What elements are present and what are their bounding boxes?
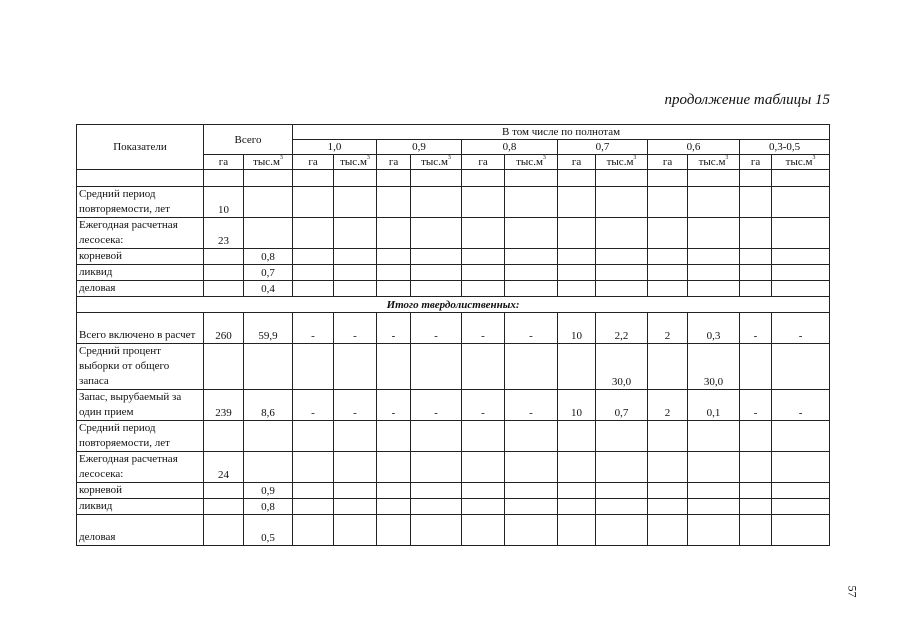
table-cell [334,170,377,187]
row-label: ликвид [77,265,204,281]
table-cell [293,249,334,265]
table-cell [334,499,377,515]
table-cell [688,499,740,515]
table-cell: 30,0 [596,344,648,390]
table-cell: - [462,390,505,421]
table-cell: 0,5 [244,515,293,546]
table-cell [204,265,244,281]
row-label: Ежегодная расчетная лесосека: [77,452,204,483]
table-cell [596,452,648,483]
page-number: 57 [845,585,860,598]
table-cell [505,249,558,265]
table-cell [596,249,648,265]
table-cell [244,452,293,483]
header-density: 1,0 [293,140,377,155]
table-row [77,515,830,546]
header-unit-volume [411,155,462,170]
table-cell [334,218,377,249]
table-cell: - [334,390,377,421]
table-cell [334,281,377,297]
table-cell [411,483,462,499]
table-cell [411,249,462,265]
table-cell: - [462,313,505,344]
table-cell [377,281,411,297]
table-cell: - [505,390,558,421]
table-cell [293,483,334,499]
table-cell [558,281,596,297]
table-row [77,344,830,390]
table-cell [411,499,462,515]
unit-volume-label: тыс.м [340,156,367,168]
table-cell [293,170,334,187]
table-row [77,218,830,249]
header-density: 0,7 [558,140,648,155]
table-cell [505,187,558,218]
unit-volume-label: тыс.м [516,156,543,168]
table-cell [244,187,293,218]
table-cell [558,265,596,281]
table-cell [293,515,334,546]
table-cell: - [334,313,377,344]
table-cell: 30,0 [688,344,740,390]
table-cell: 260 [204,313,244,344]
table-cell [505,452,558,483]
header-unit-volume [505,155,558,170]
table-cell [740,421,772,452]
header-unit-volume [688,155,740,170]
table-cell [772,265,830,281]
table-row [77,249,830,265]
table-cell: 2 [648,390,688,421]
table-row [77,483,830,499]
table-row [77,281,830,297]
table-cell: - [505,313,558,344]
table-cell [204,515,244,546]
row-label: Запас, вырубаемый за один прием [77,390,204,421]
table-cell [505,499,558,515]
header-total: Всего [204,125,293,155]
table-cell [462,344,505,390]
table-cell [411,421,462,452]
unit-volume-label: тыс.м [698,156,726,168]
table-cell [377,515,411,546]
table-cell: - [740,313,772,344]
table-cell [244,421,293,452]
table-row [77,265,830,281]
table-cell: 10 [558,313,596,344]
table-cell [648,265,688,281]
table-cell [505,421,558,452]
header-density: 0,9 [377,140,462,155]
row-label: Средний период повторяемости, лет [77,421,204,452]
table-cell [204,249,244,265]
unit-volume-exponent: 3 [725,155,729,161]
table-cell [772,187,830,218]
table-cell [558,421,596,452]
table-cell [740,281,772,297]
table-cell [558,483,596,499]
table-cell [688,483,740,499]
table-cell: 23 [204,218,244,249]
table-row [77,170,830,187]
table-row [77,313,830,344]
table-cell: - [293,390,334,421]
table-cell [648,483,688,499]
table-cell: 10 [204,187,244,218]
table-cell [688,249,740,265]
table-cell [648,499,688,515]
table-cell [462,265,505,281]
table-cell [411,515,462,546]
table-cell [411,187,462,218]
table-cell: 2 [648,313,688,344]
header-density: 0,3-0,5 [740,140,830,155]
unit-volume-label: тыс.м [421,156,448,168]
table-cell [244,344,293,390]
table-cell [596,483,648,499]
table-cell [462,515,505,546]
table-row [77,421,830,452]
table-cell [293,452,334,483]
table-cell [377,344,411,390]
table-cell [558,344,596,390]
table-cell [596,499,648,515]
table-cell [596,515,648,546]
table-cell [204,344,244,390]
table-cell [596,218,648,249]
table-cell [772,344,830,390]
table-cell [334,265,377,281]
table-row [77,499,830,515]
table-cell: 10 [558,390,596,421]
table-cell [596,265,648,281]
table-cell [377,483,411,499]
table-cell [204,499,244,515]
unit-volume-exponent: 3 [279,155,283,161]
unit-volume-label: тыс.м [253,156,280,168]
table-cell [648,249,688,265]
table-cell [462,170,505,187]
table-cell [505,281,558,297]
table-cell [740,515,772,546]
table-cell: 0,7 [244,265,293,281]
header-unit-volume [334,155,377,170]
table-cell [505,170,558,187]
table-cell: - [740,390,772,421]
table-cell [740,170,772,187]
header-unit-ha: га [648,155,688,170]
table-cell [772,499,830,515]
table-cell [377,499,411,515]
unit-volume-label: тыс.м [785,156,813,168]
table-cell [411,218,462,249]
table-cell [596,170,648,187]
table-row [77,297,830,313]
table-cell: 2,2 [596,313,648,344]
table-cell [334,515,377,546]
table-cell [688,452,740,483]
table-cell [596,421,648,452]
table-cell [648,218,688,249]
table-cell [558,249,596,265]
table-cell [688,170,740,187]
table-cell [411,265,462,281]
table-cell [334,249,377,265]
table-row [77,452,830,483]
table-cell [740,265,772,281]
header-unit-volume [772,155,830,170]
table-cell [204,170,244,187]
row-label: деловая [77,515,204,546]
table-cell [244,170,293,187]
row-label [77,170,204,187]
table-cell [740,452,772,483]
table-cell: 0,9 [244,483,293,499]
header-unit-volume [244,155,293,170]
table-cell: 239 [204,390,244,421]
row-label: деловая [77,281,204,297]
header-density: 0,8 [462,140,558,155]
table-cell [293,265,334,281]
table-cell: 0,3 [688,313,740,344]
row-label: Средний процент выборки от общего запаса [77,344,204,390]
table-cell [505,515,558,546]
table-cell [462,499,505,515]
table-row [77,390,830,421]
table-cell: 0,8 [244,499,293,515]
table-cell [411,344,462,390]
unit-volume-exponent: 3 [542,155,546,161]
table-cell [688,421,740,452]
header-density: 0,6 [648,140,740,155]
header-unit-ha: га [740,155,772,170]
table-cell [648,187,688,218]
table-cell [244,218,293,249]
table-cell: 24 [204,452,244,483]
table-cell [293,344,334,390]
table-cell [462,218,505,249]
table-cell: - [377,313,411,344]
table-cell [334,187,377,218]
table-cell [688,515,740,546]
table-cell [377,170,411,187]
table-cell [377,421,411,452]
table-cell [293,499,334,515]
table-cell [558,499,596,515]
table-cell [648,452,688,483]
table-cell: 0,7 [596,390,648,421]
table-cell: - [377,390,411,421]
table-cell [204,421,244,452]
table-cell: - [411,313,462,344]
row-label: Всего включено в расчет [77,313,204,344]
table-cell [596,281,648,297]
table-cell [505,344,558,390]
table-row [77,187,830,218]
table-cell: 0,8 [244,249,293,265]
row-label: корневой [77,249,204,265]
table-cell [505,483,558,499]
table-cell [334,421,377,452]
table-cell [648,515,688,546]
unit-volume-exponent: 3 [366,155,370,161]
unit-volume-exponent: 3 [447,155,451,161]
table-cell [204,281,244,297]
table-cell [772,249,830,265]
row-label: ликвид [77,499,204,515]
table-cell [377,249,411,265]
table-cell [772,218,830,249]
row-label: корневой [77,483,204,499]
table-cell [377,265,411,281]
table-cell [334,483,377,499]
table-cell [462,452,505,483]
table-cell [740,187,772,218]
table-cell [648,170,688,187]
table-cell [740,344,772,390]
table-cell [462,187,505,218]
table-cell [558,452,596,483]
table-cell [772,452,830,483]
table-cell: - [772,390,830,421]
table-cell: 0,4 [244,281,293,297]
table-cell [596,187,648,218]
table-cell [688,187,740,218]
table-caption: продолжение таблицы 15 [664,92,830,108]
unit-volume-label: тыс.м [606,156,634,168]
section-heading: Итого твердолиственных: [77,297,830,313]
table-cell [462,483,505,499]
data-table [76,124,830,546]
table-cell [334,344,377,390]
header-unit-ha: га [204,155,244,170]
table-cell [505,218,558,249]
table-cell [688,218,740,249]
table-cell [462,249,505,265]
table-cell [740,249,772,265]
header-indicators: Показатели [77,125,204,170]
table-cell [648,344,688,390]
table-cell: 59,9 [244,313,293,344]
header-unit-ha: га [558,155,596,170]
table-cell [648,281,688,297]
table-cell [204,483,244,499]
table-cell: - [293,313,334,344]
table-cell [462,281,505,297]
table-cell [293,218,334,249]
table-cell [505,265,558,281]
table-cell [293,421,334,452]
table-cell [558,515,596,546]
header-unit-ha: га [377,155,411,170]
header-unit-ha: га [293,155,334,170]
table-cell [558,187,596,218]
table-cell [688,281,740,297]
table-cell: - [772,313,830,344]
table-cell [648,421,688,452]
table-cell [772,170,830,187]
table-cell [558,170,596,187]
table-cell [772,515,830,546]
table-cell [740,499,772,515]
row-label: Средний период повторяемости, лет [77,187,204,218]
table-cell [377,187,411,218]
table-cell [740,483,772,499]
header-by-density: В том числе по полнотам [293,125,830,140]
table-cell [411,281,462,297]
table-cell: - [411,390,462,421]
table-cell [411,170,462,187]
table-cell [334,452,377,483]
table-cell [411,452,462,483]
table-cell [772,281,830,297]
table-cell [772,483,830,499]
header-unit-ha: га [462,155,505,170]
table-cell [377,452,411,483]
table-cell [293,187,334,218]
row-label: Ежегодная расчетная лесосека: [77,218,204,249]
table-cell [688,265,740,281]
header-unit-volume [596,155,648,170]
table-cell [740,218,772,249]
table-cell [293,281,334,297]
table-cell [377,218,411,249]
table-cell: 8,6 [244,390,293,421]
table-cell: 0,1 [688,390,740,421]
unit-volume-exponent: 3 [633,155,637,161]
unit-volume-exponent: 3 [812,155,816,161]
table-cell [462,421,505,452]
table-cell [558,218,596,249]
table-cell [772,421,830,452]
